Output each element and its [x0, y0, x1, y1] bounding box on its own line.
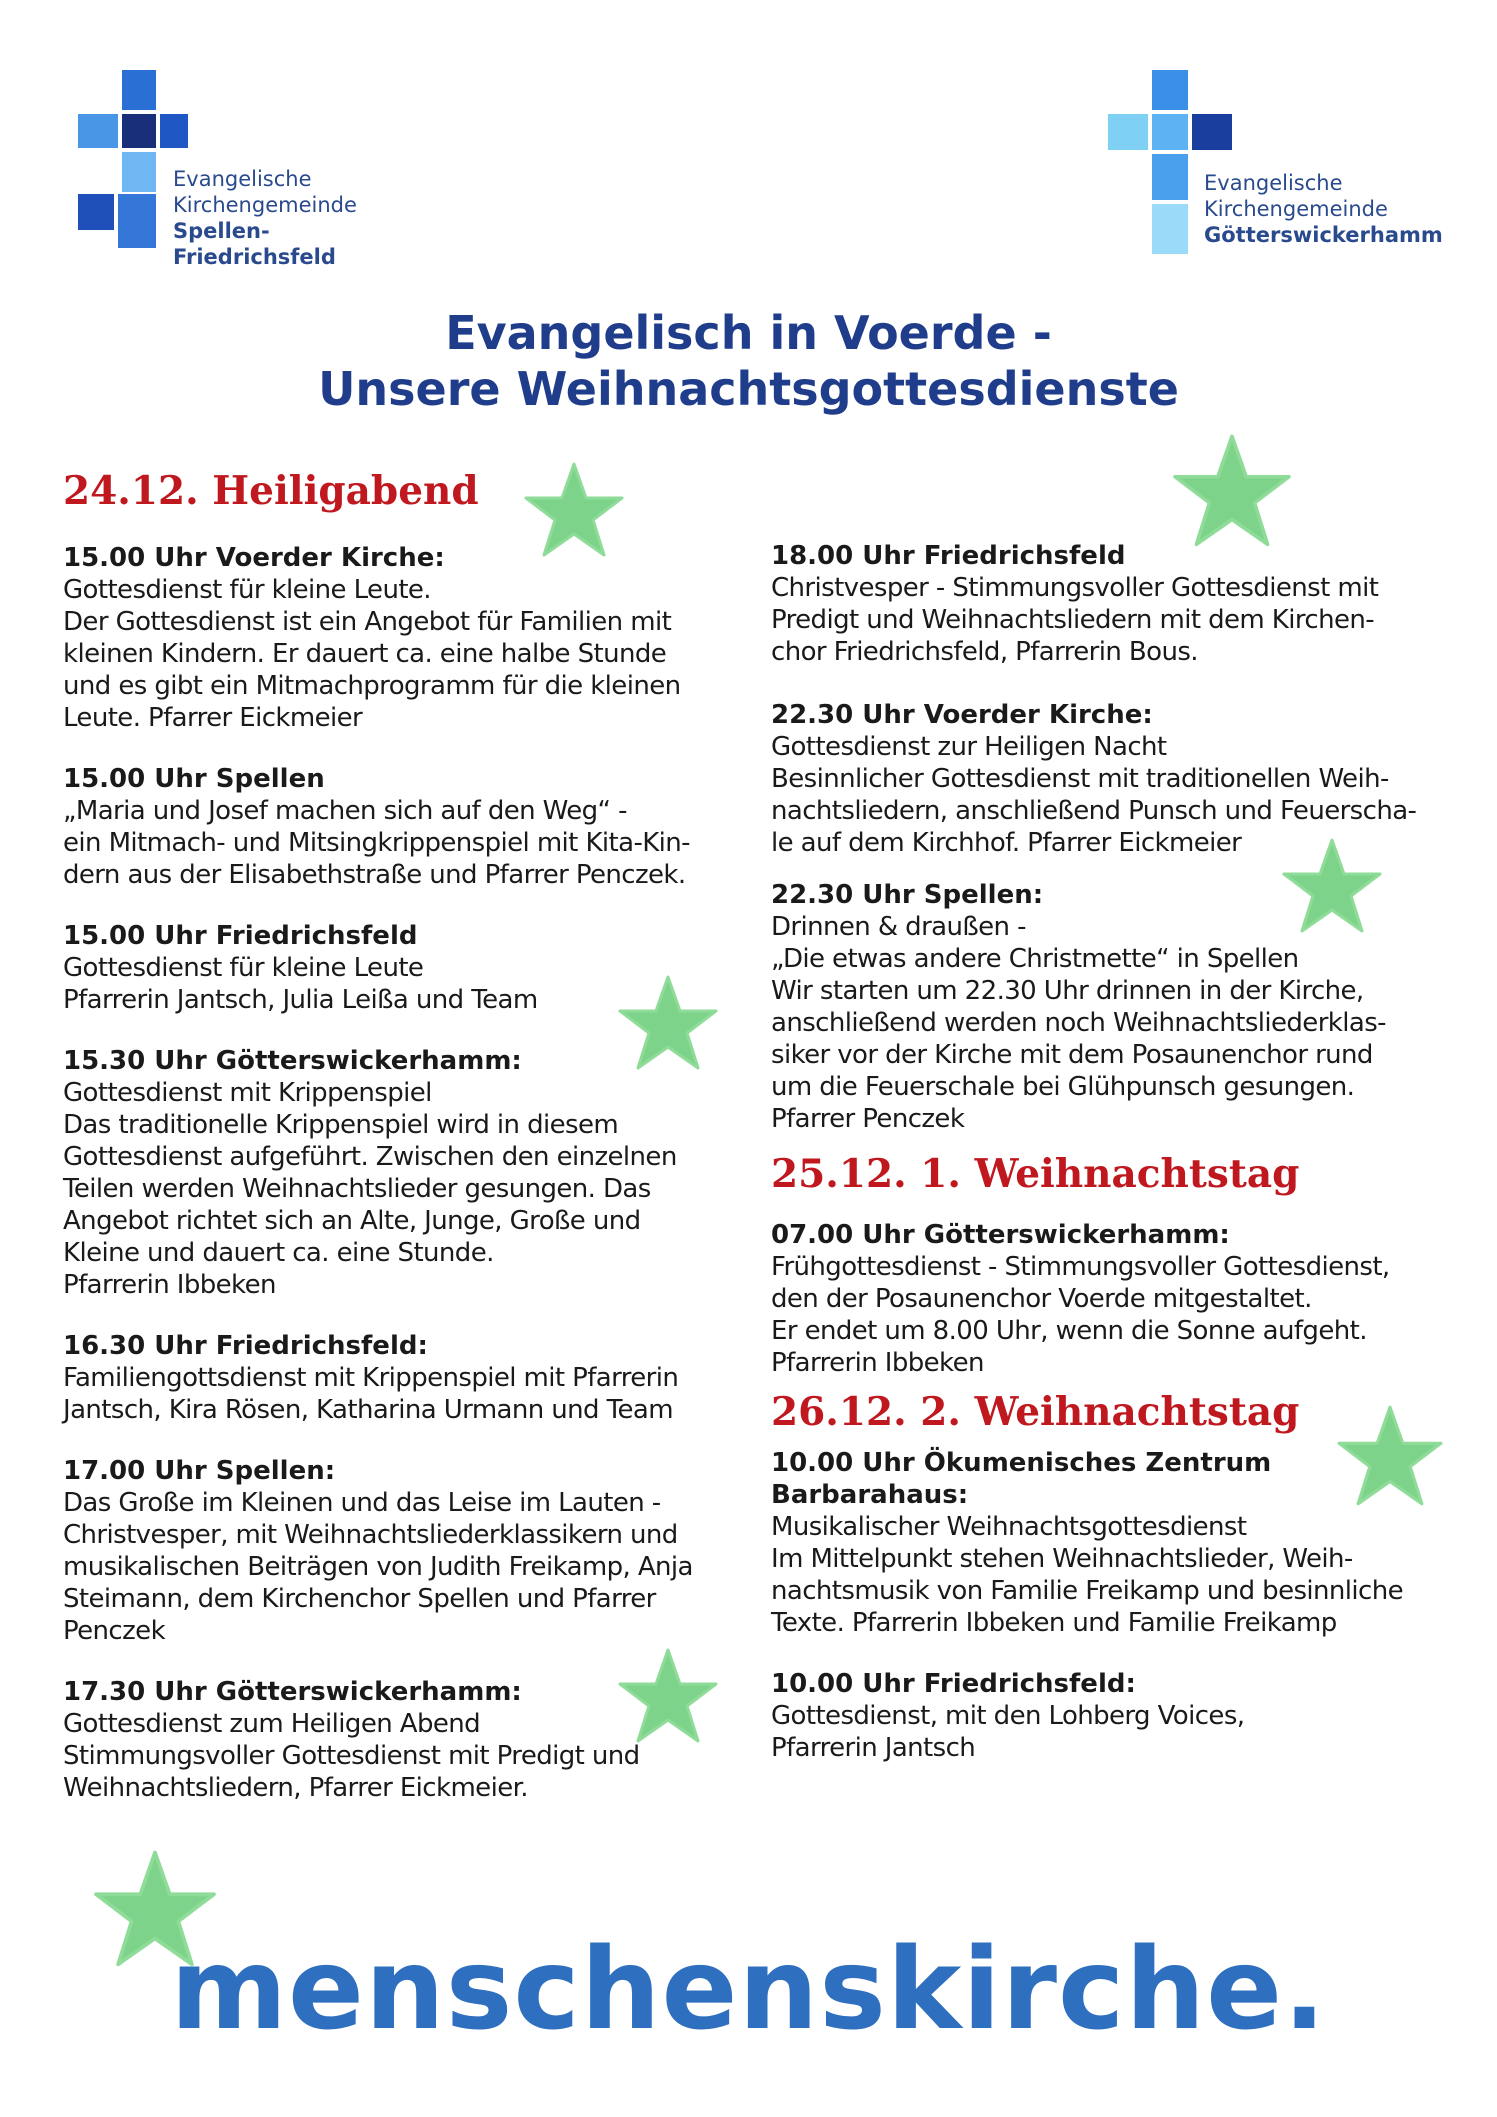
event-line: um die Feuerschale bei Glühpunsch gesungen. [771, 1072, 1355, 1102]
event-line: Kleine und dauert ca. eine Stunde. [63, 1238, 494, 1268]
event-line: Im Mittelpunkt stehen Weihnachtslieder, Weih- [771, 1544, 1353, 1574]
event-item [63, 763, 753, 891]
event-item [63, 1330, 753, 1426]
event-line: Penczek [63, 1616, 166, 1646]
event-line: Pfarrer Penczek [771, 1104, 965, 1134]
event-item [63, 1455, 753, 1647]
logo-left-line1: Evangelische [173, 167, 312, 191]
heading-weihnachtstag-2: 26.12. 2. Weihnachtstag [771, 1389, 1300, 1435]
event-line: „Die etwas andere Christmette“ in Spellen [771, 944, 1299, 974]
event-line: Jantsch, Kira Rösen, Katharina Urmann und Team [63, 1395, 673, 1425]
event-head: 17.30 Uhr Götterswickerhamm: [63, 1677, 522, 1707]
event-line: siker vor der Kirche mit dem Posaunenchor rund [771, 1040, 1373, 1070]
event-item [63, 1045, 753, 1301]
event-line: nachtsliedern, anschließend Punsch und Feuerscha- [771, 796, 1417, 826]
logo-left-line4: Friedrichsfeld [173, 245, 336, 269]
event-line: Teilen werden Weihnachtslieder gesungen. Das [63, 1174, 651, 1204]
event-item [63, 542, 753, 734]
heading-heiligabend: 24.12. Heiligabend [63, 468, 479, 514]
event-line: Der Gottesdienst ist ein Angebot für Familien mit [63, 607, 672, 637]
event-line: Musikalischer Weihnachtsgottesdienst [771, 1512, 1247, 1542]
event-item [771, 1219, 1461, 1379]
event-head: 10.00 Uhr Friedrichsfeld: [771, 1669, 1136, 1699]
star-icon [1172, 434, 1292, 548]
event-line: Gottesdienst für kleine Leute. [63, 575, 431, 605]
event-line: Christvesper - Stimmungsvoller Gottesdienst mit [771, 573, 1379, 603]
event-head: 22.30 Uhr Voerder Kirche: [771, 700, 1153, 730]
event-line: Er endet um 8.00 Uhr, wenn die Sonne aufgeht. [771, 1316, 1367, 1346]
event-line: musikalischen Beiträgen von Judith Freikamp, Anja [63, 1552, 693, 1582]
event-line: Stimmungsvoller Gottesdienst mit Predigt und [63, 1741, 640, 1771]
logo-spellen-friedrichsfeld [78, 70, 398, 270]
event-head: 07.00 Uhr Götterswickerhamm: [771, 1220, 1230, 1250]
event-line: chor Friedrichsfeld, Pfarrerin Bous. [771, 637, 1198, 667]
event-line: Gottesdienst, mit den Lohberg Voices, [771, 1701, 1245, 1731]
logo-goetterswickerhamm [1108, 70, 1488, 270]
event-line: le auf dem Kirchhof. Pfarrer Eickmeier [771, 828, 1242, 858]
title-line2: Unsere Weihnachtsgottesdienste [318, 362, 1179, 416]
event-line: Steimann, dem Kirchenchor Spellen und Pfarrer [63, 1584, 656, 1614]
event-head: 18.00 Uhr Friedrichsfeld [771, 541, 1126, 571]
event-item [63, 1676, 753, 1804]
event-head: 15.00 Uhr Spellen [63, 764, 325, 794]
logo-right-line2: Kirchengemeinde [1204, 197, 1388, 221]
event-head: 22.30 Uhr Spellen: [771, 880, 1044, 910]
event-line: nachtsmusik von Familie Freikamp und besinnliche [771, 1576, 1404, 1606]
logo-right-line1: Evangelische [1204, 171, 1343, 195]
event-line: Christvesper, mit Weihnachtsliederklassikern und [63, 1520, 678, 1550]
event-head: 17.00 Uhr Spellen: [63, 1456, 336, 1486]
event-line: Frühgottesdienst - Stimmungsvoller Gottesdienst, [771, 1252, 1390, 1282]
event-line: Gottesdienst aufgeführt. Zwischen den einzelnen [63, 1142, 677, 1172]
event-item [771, 1668, 1461, 1764]
event-line: Gottesdienst zum Heiligen Abend [63, 1709, 481, 1739]
event-line: Leute. Pfarrer Eickmeier [63, 703, 363, 733]
event-item [771, 879, 1461, 1135]
event-head-continued: Barbarahaus: [771, 1480, 969, 1510]
event-line: Familiengottsdienst mit Krippenspiel mit Pfarrerin [63, 1363, 679, 1393]
cross-mosaic-icon [78, 70, 188, 250]
event-line: Pfarrerin Jantsch, Julia Leißa und Team [63, 985, 538, 1015]
logo-right-line3: Götterswickerhamm [1204, 223, 1443, 247]
title-line1: Evangelisch in Voerde - [445, 306, 1052, 360]
page-title [0, 305, 1497, 417]
event-line: ein Mitmach- und Mitsingkrippenspiel mit Kita-Kin- [63, 828, 690, 858]
event-item [63, 920, 753, 1016]
event-line: Wir starten um 22.30 Uhr drinnen in der Kirche, [771, 976, 1364, 1006]
right-column [771, 540, 1461, 1793]
event-line: Gottesdienst für kleine Leute [63, 953, 424, 983]
event-head: 16.30 Uhr Friedrichsfeld: [63, 1331, 428, 1361]
event-line: Das Große im Kleinen und das Leise im Lauten - [63, 1488, 661, 1518]
event-line: Pfarrerin Ibbeken [63, 1270, 276, 1300]
event-item [771, 540, 1461, 668]
event-line: Pfarrerin Ibbeken [771, 1348, 984, 1378]
event-head: 10.00 Uhr Ökumenisches Zentrum [771, 1448, 1272, 1478]
event-line: Angebot richtet sich an Alte, Junge, Große und [63, 1206, 641, 1236]
left-column [63, 468, 753, 1833]
event-line: den der Posaunenchor Voerde mitgestaltet. [771, 1284, 1312, 1314]
event-line: Texte. Pfarrerin Ibbeken und Familie Freikamp [771, 1608, 1337, 1638]
event-line: dern aus der Elisabethstraße und Pfarrer Penczek. [63, 860, 686, 890]
event-line: Weihnachtsliedern, Pfarrer Eickmeier. [63, 1773, 528, 1803]
heading-weihnachtstag-1: 25.12. 1. Weihnachtstag [771, 1151, 1300, 1197]
event-line: Predigt und Weihnachtsliedern mit dem Kirchen- [771, 605, 1375, 635]
event-item [771, 699, 1461, 859]
event-line: und es gibt ein Mitmachprogramm für die kleinen [63, 671, 681, 701]
event-line: „Maria und Josef machen sich auf den Weg“ - [63, 796, 627, 826]
event-line: anschließend werden noch Weihnachtsliederklas- [771, 1008, 1386, 1038]
event-line: Gottesdienst mit Krippenspiel [63, 1078, 432, 1108]
event-line: Gottesdienst zur Heiligen Nacht [771, 732, 1167, 762]
logo-left-line3: Spellen- [173, 219, 270, 243]
event-line: Besinnlicher Gottesdienst mit traditionellen Weih- [771, 764, 1389, 794]
event-line: Pfarrerin Jantsch [771, 1733, 976, 1763]
brand-wordmark: menschenskirche. [170, 1925, 1327, 2055]
event-line: kleinen Kindern. Er dauert ca. eine halbe Stunde [63, 639, 667, 669]
event-head: 15.30 Uhr Götterswickerhamm: [63, 1046, 522, 1076]
event-item [771, 1447, 1461, 1639]
event-line: Das traditionelle Krippenspiel wird in diesem [63, 1110, 619, 1140]
logo-left-line2: Kirchengemeinde [173, 193, 357, 217]
event-head: 15.00 Uhr Friedrichsfeld [63, 921, 418, 951]
event-head: 15.00 Uhr Voerder Kirche: [63, 543, 445, 573]
event-line: Drinnen & draußen - [771, 912, 1026, 942]
